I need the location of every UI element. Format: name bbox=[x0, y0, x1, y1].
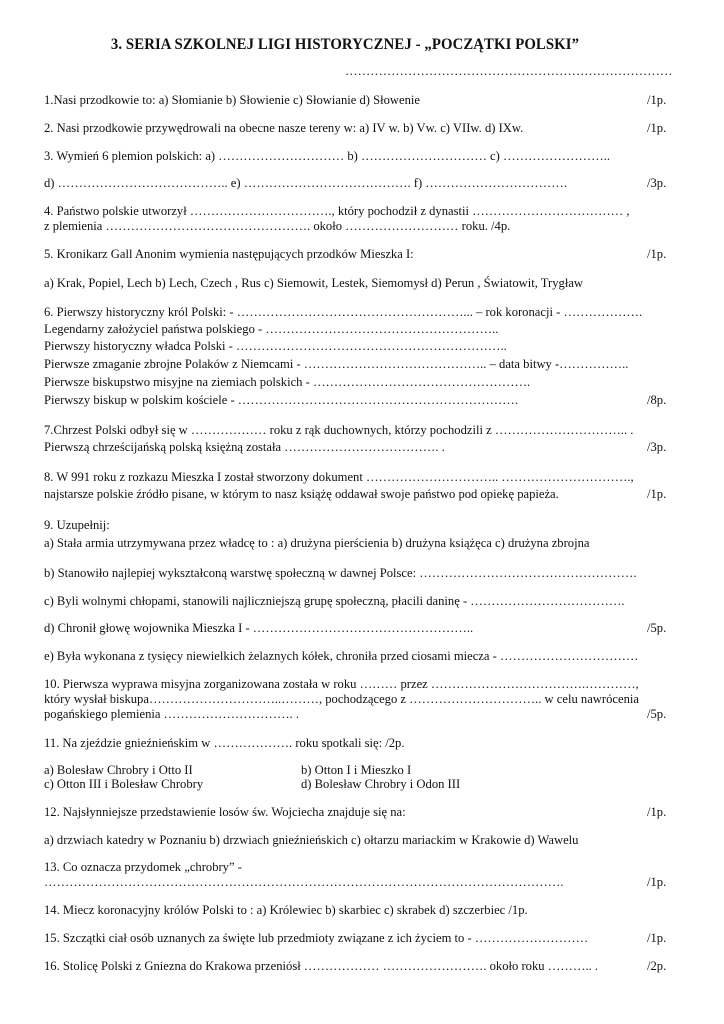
question-11-option-a: a) Bolesław Chrobry i Otto II bbox=[44, 763, 193, 777]
question-6-line-2: Legendarny założyciel państwa polskiego - ……………………………………………….. bbox=[44, 322, 499, 336]
question-16: 16. Stolicę Polski z Gniezna do Krakowa przeniósł ……………… ……………………. około roku ……….. . bbox=[44, 959, 599, 973]
question-8-cont: najstarsze polskie źródło pisane, w którym to nasz książę oddawał swoje państwo pod opiekę papieża. bbox=[44, 487, 559, 501]
question-9e: e) Była wykonana z tysięcy niewielkich żelaznych kółek, chroniła przed ciosami miecza - …………………………… bbox=[44, 649, 639, 663]
question-9c: c) Byli wolnymi chłopami, stanowili najliczniejszą grupę społeczną, płacili daninę - ………………………………. bbox=[44, 594, 625, 608]
points-q10: /5p. bbox=[647, 707, 667, 721]
question-9d: d) Chronił głowę wojownika Mieszka I - …………………………………………….. bbox=[44, 621, 474, 635]
question-6-line-4: Pierwsze zmaganie zbrojne Polaków z Niemcami - …………………………………….. – data bitwy -…………….. bbox=[44, 357, 629, 371]
question-11-option-c: c) Otton III i Bolesław Chrobry bbox=[44, 777, 204, 791]
question-12-options: a) drzwiach katedry w Poznaniu b) drzwiach gnieźnieńskich c) ołtarzu mariackim w Krakowie d) Wawelu bbox=[44, 833, 579, 847]
question-4: 4. Państwo polskie utworzył ……………………………., który pochodził z dynastii ……………………………… , bbox=[44, 204, 630, 218]
question-6-line-6: Pierwszy biskup w polskim kościele - …………………………………………………………. bbox=[44, 393, 518, 407]
question-4-cont: z plemienia …………………………………………. około ……………………… roku. /4p. bbox=[44, 219, 511, 233]
question-10: 10. Pierwsza wyprawa misyjna zorganizowana została w roku ……… przez ……………………………….…………, bbox=[44, 677, 639, 691]
points-q8: /1p. bbox=[647, 487, 667, 501]
question-11-option-d: d) Bolesław Chrobry i Odon III bbox=[301, 777, 461, 791]
points-q15: /1p. bbox=[647, 931, 667, 945]
points-q1: /1p. bbox=[647, 93, 667, 107]
question-5: 5. Kronikarz Gall Anonim wymienia następujących przodków Mieszka I: bbox=[44, 247, 414, 261]
question-6: 6. Pierwszy historyczny król Polski: - ………………………………………………... – rok koronacji - ………………. bbox=[44, 305, 643, 319]
question-7: 7.Chrzest Polski odbył się w ……………… roku z rąk duchownych, którzy pochodzili z ………………………….. . bbox=[44, 423, 634, 437]
question-9b: b) Stanowiło najlepiej wykształconą warstwę społeczną w dawnej Polsce: ……………………………………………. bbox=[44, 566, 637, 580]
question-1: 1.Nasi przodkowie to: a) Słomianie b) Słowienie c) Słowianie d) Słowenie bbox=[44, 93, 420, 107]
question-7-cont: Pierwszą chrześcijańską polską księżną została ………………………………. . bbox=[44, 440, 445, 454]
question-3-cont: d) ………………………………….. e) …………………………………. f) ……………………………. bbox=[44, 176, 567, 190]
question-12: 12. Najsłynniejsze przedstawienie losów św. Wojciecha znajduje się na: bbox=[44, 805, 406, 819]
question-10-line-3: pogańskiego plemienia …………………………. . bbox=[44, 707, 299, 721]
question-6-line-3: Pierwszy historyczny władca Polski - ……………………………………………………….. bbox=[44, 339, 507, 353]
question-11-option-b: b) Otton I i Mieszko I bbox=[301, 763, 412, 777]
points-q7: /3p. bbox=[647, 440, 667, 454]
question-9a: a) Stała armia utrzymywana przez władcę to : a) drużyna pierścienia b) drużyna książęca c) drużyna zbrojna bbox=[44, 536, 590, 550]
question-11: 11. Na zjeździe gnieźnieńskim w ………………. roku spotkali się: /2p. bbox=[44, 736, 405, 750]
question-15: 15. Szczątki ciał osób uznanych za święte lub przedmioty związane z ich życiem to - ……………………… bbox=[44, 931, 589, 945]
points-q5: /1p. bbox=[647, 247, 667, 261]
question-8: 8. W 991 roku z rozkazu Mieszka I został stworzony dokument ………………………….. …………………………., bbox=[44, 470, 634, 484]
points-q3: /3p. bbox=[647, 176, 667, 190]
page-title: 3. SERIA SZKOLNEJ LIGI HISTORYCZNEJ - „POCZĄTKI POLSKI” bbox=[110, 36, 580, 53]
question-13: 13. Co oznacza przydomek „chrobry” - bbox=[44, 860, 242, 874]
question-9: 9. Uzupełnij: bbox=[44, 518, 110, 532]
question-14: 14. Miecz koronacyjny królów Polski to : a) Królewiec b) skarbiec c) skrabek d) szczerbiec /1p. bbox=[44, 903, 528, 917]
name-line: …………………………………………………………………… bbox=[345, 64, 673, 78]
points-q13: /1p. bbox=[647, 875, 667, 889]
points-q16: /2p. bbox=[647, 959, 667, 973]
points-q6: /8p. bbox=[647, 393, 667, 407]
question-13-answer-line: ……………………………………………………………………………………………………………. bbox=[44, 875, 564, 889]
points-q9: /5p. bbox=[647, 621, 667, 635]
question-2: 2. Nasi przodkowie przywędrowali na obecne nasze tereny w: a) IV w. b) Vw. c) VIIw. d) IXw. bbox=[44, 121, 524, 135]
points-q12: /1p. bbox=[647, 805, 667, 819]
question-10-line-2: który wysłał biskupa…………………………..………, pochodzącego z ………………………….. w celu nawrócenia bbox=[44, 692, 639, 706]
points-q2: /1p. bbox=[647, 121, 667, 135]
question-3: 3. Wymień 6 plemion polskich: a) ………………………… b) ………………………… c) …………………….. bbox=[44, 149, 611, 163]
question-6-line-5: Pierwsze biskupstwo misyjne na ziemiach polskich - ……………………………………………. bbox=[44, 375, 531, 389]
question-5-options: a) Krak, Popiel, Lech b) Lech, Czech , Rus c) Siemowit, Lestek, Siemomysł d) Perun , Światowit, Trygław bbox=[44, 276, 583, 290]
